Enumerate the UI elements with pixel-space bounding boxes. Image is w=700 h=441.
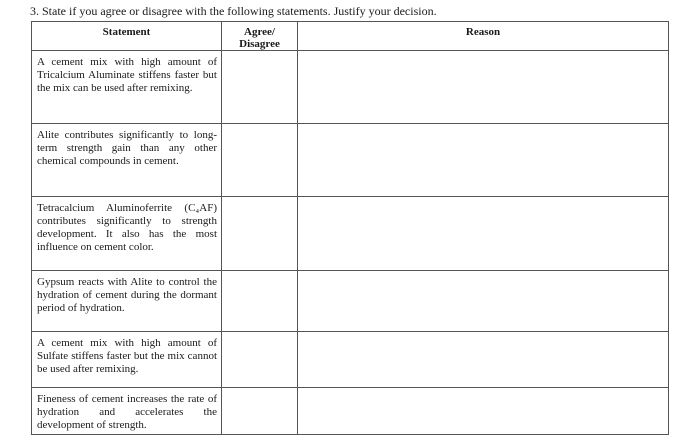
disagree-header-line: Disagree: [239, 38, 280, 50]
table-row: [32, 332, 669, 388]
statement-cell: A cement mix with high amount of Sulfate stiffens faster but the mix cannot be used after remixing.: [32, 332, 222, 388]
statement-cell: Tetracalcium Aluminoferrite (C₄AF) contributes significantly to strength development. It also has the most influence on cement color.: [32, 197, 222, 271]
agree-disagree-cell[interactable]: [222, 51, 298, 124]
statement-cell: Alite contributes significantly to long-term strength gain than any other chemical compounds in cement.: [32, 124, 222, 197]
agree-disagree-cell[interactable]: [222, 332, 298, 388]
reason-cell[interactable]: [298, 388, 669, 435]
reason-cell[interactable]: [298, 332, 669, 388]
statement-cell: Fineness of cement increases the rate of hydration and accelerates the development of strength.: [32, 388, 222, 435]
table-row: [32, 388, 669, 435]
table-header-row: [32, 22, 669, 51]
reason-column-header: Reason: [298, 22, 669, 51]
agree-header-line: Agree/: [244, 26, 275, 38]
reason-cell[interactable]: [298, 271, 669, 332]
table-row: [32, 271, 669, 332]
agree-disagree-cell[interactable]: [222, 124, 298, 197]
agree-disagree-column-header: [222, 22, 298, 51]
agree-disagree-cell[interactable]: [222, 197, 298, 271]
statement-column-header: Statement: [32, 22, 222, 51]
agree-disagree-cell[interactable]: [222, 388, 298, 435]
question-text: 3. State if you agree or disagree with the following statements. Justify your decision.: [30, 4, 437, 18]
agree-disagree-cell[interactable]: [222, 271, 298, 332]
statements-table: [31, 21, 669, 435]
statement-cell: A cement mix with high amount of Tricalcium Aluminate stiffens faster but the mix can be used after remixing.: [32, 51, 222, 124]
statement-cell: Gypsum reacts with Alite to control the hydration of cement during the dormant period of hydration.: [32, 271, 222, 332]
reason-cell[interactable]: [298, 51, 669, 124]
reason-cell[interactable]: [298, 197, 669, 271]
table-row: [32, 197, 669, 271]
table-row: [32, 124, 669, 197]
table-row: [32, 51, 669, 124]
reason-cell[interactable]: [298, 124, 669, 197]
